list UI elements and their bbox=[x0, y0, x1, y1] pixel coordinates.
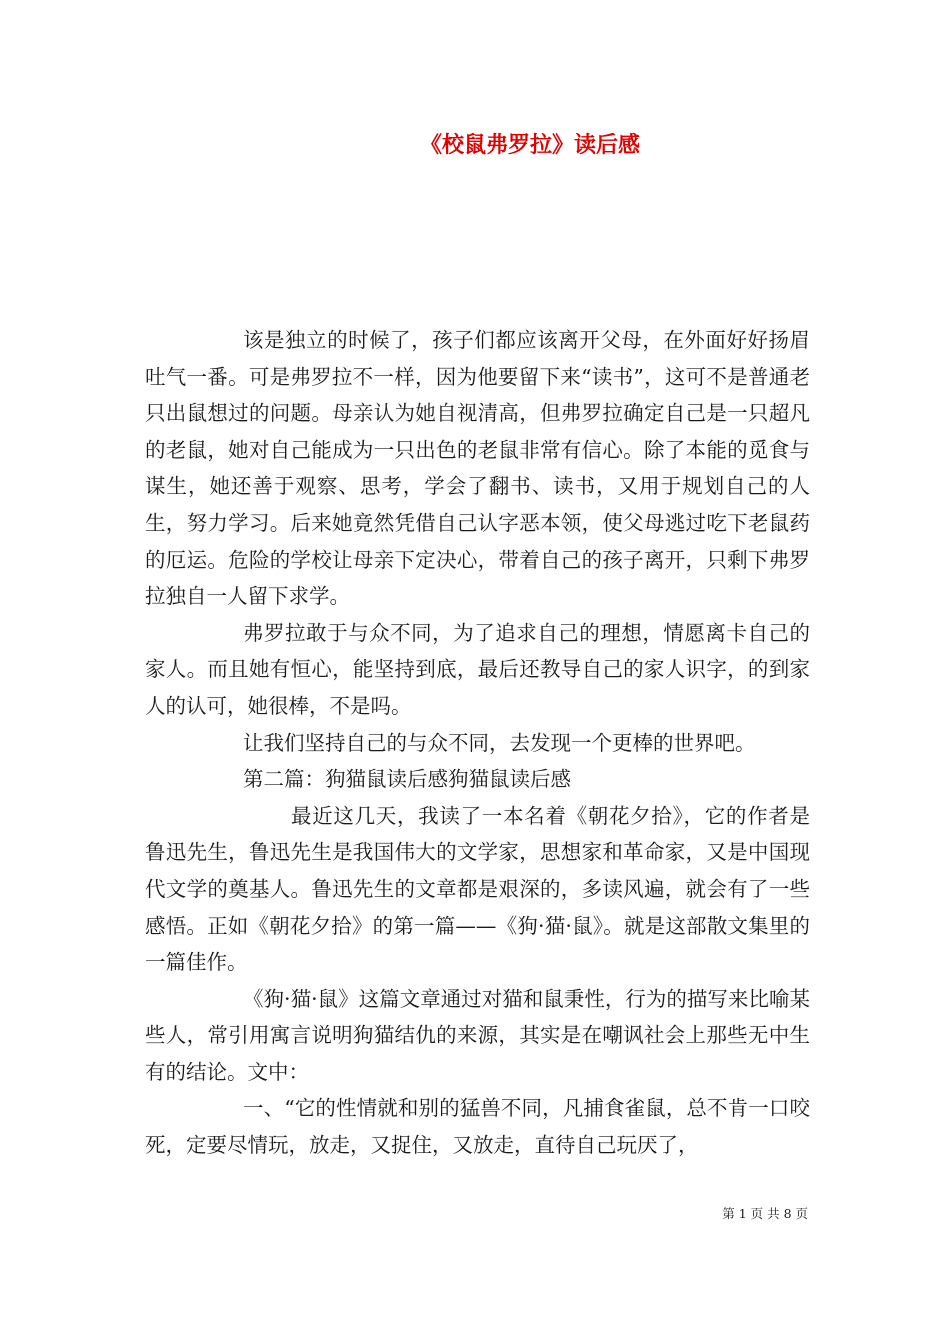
paragraph-5: 《狗·猫·鼠》这篇文章通过对猫和鼠秉性，行为的描写来比喻某些人，常引用寓言说明狗猫结仇的来源，其实是在嘲讽社会上那些无中生有的结论。文中： bbox=[145, 986, 810, 1084]
paragraph-1: 该是独立的时候了，孩子们都应该离开父母，在外面好好扬眉吐气一番。可是弗罗拉不一样，因为他要留下来“读书”，这可不是普通老只出鼠想过的问题。母亲认为她自视清高，但弗罗拉确定自己是一只超凡的老鼠，她对自己能成为一只出色的老鼠非常有信心。除了本能的觅食与谋生，她还善于观察、思考，学会了翻书、读书，又用于规划自己的人生，努力学习。后来她竟然凭借自己认字恶本领，使父母逃过吃下老鼠药的厄运。危险的学校让母亲下定决心，带着自己的孩子离开，只剩下弗罗拉独自一人留下求学。 bbox=[145, 328, 810, 609]
paragraph-2: 弗罗拉敢于与众不同，为了追求自己的理想，情愿离卡自己的家人。而且她有恒心，能坚持到底，最后还教导自己的家人识字，的到家人的认可，她很棒，不是吗。 bbox=[145, 620, 810, 718]
paragraph-4: 最近这几天，我读了一本名着《朝花夕拾》，它的作者是鲁迅先生，鲁迅先生是我国伟大的文学家，思想家和革命家，又是中国现代文学的奠基人。鲁迅先生的文章都是艰深的，多读风遍，就会有了一些感悟。正如《朝花夕拾》的第一篇——《狗·猫·鼠》。就是这部散文集里的一篇佳作。 bbox=[145, 803, 810, 975]
document-title: 《校鼠弗罗拉》读后感 bbox=[419, 132, 640, 158]
paragraph-3: 让我们坚持自己的与众不同，去发现一个更棒的世界吧。 bbox=[243, 730, 756, 755]
page-footer: 第 1 页 共 8 页 bbox=[722, 1206, 808, 1221]
section-heading: 第二篇：狗猫鼠读后感狗猫鼠读后感 bbox=[243, 767, 571, 792]
paragraph-6: 一、“它的性情就和别的猛兽不同，凡捕食雀鼠，总不肯一口咬死，定要尽情玩，放走，又捉住，又放走，直待自己玩厌了， bbox=[145, 1096, 810, 1158]
document-body bbox=[145, 322, 810, 1164]
